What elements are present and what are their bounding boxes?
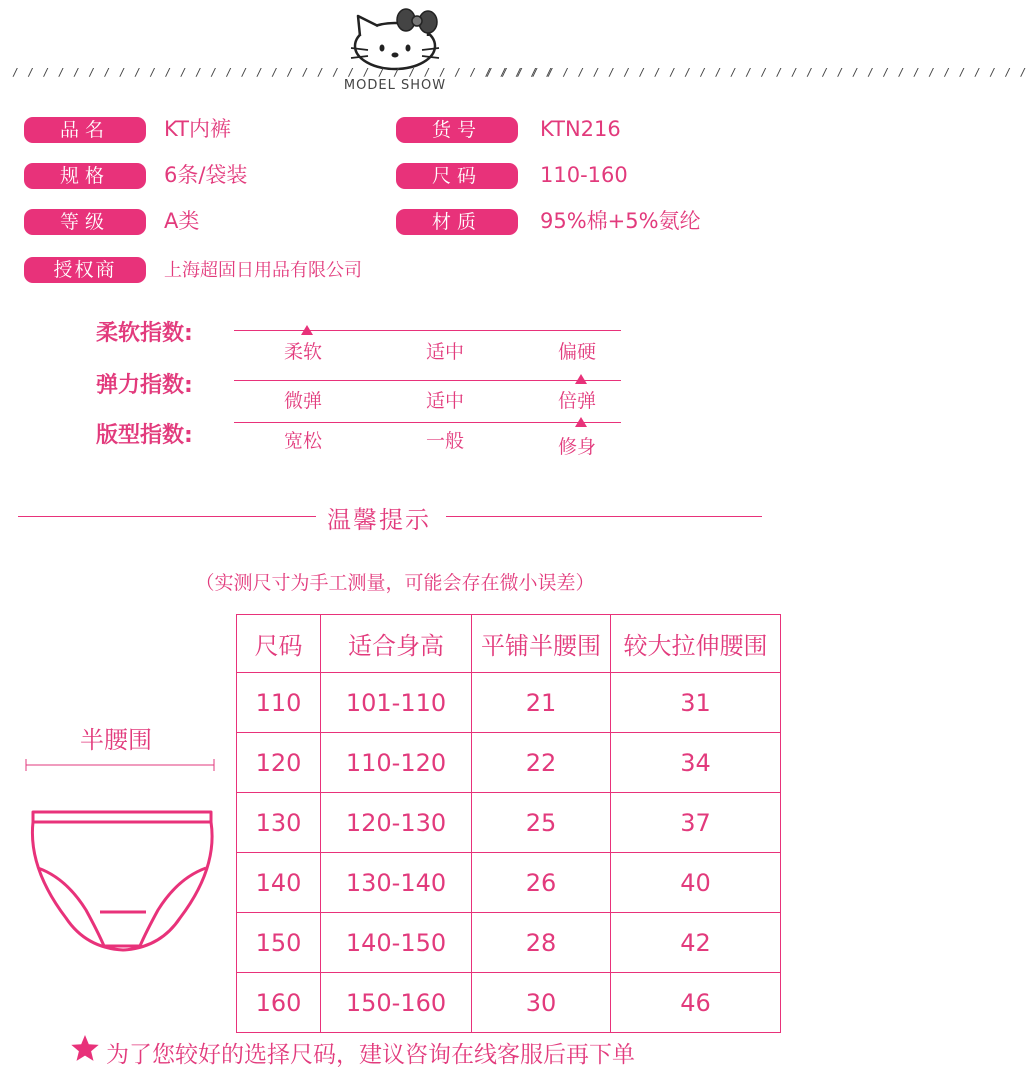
table-cell-height: 140-150	[321, 913, 472, 973]
info-value-size: 110-160	[540, 163, 628, 187]
info-label-licensor: 授权商	[24, 257, 146, 283]
size-table	[236, 614, 781, 1033]
info-label-item-no: 货号	[396, 117, 518, 143]
table-cell-stretch-waist: 42	[611, 913, 781, 973]
table-row	[237, 913, 781, 973]
table-cell-flat-waist: 30	[472, 973, 611, 1033]
table-row	[237, 853, 781, 913]
star-icon	[70, 1034, 100, 1062]
elasticity-option-medium: 适中	[426, 390, 465, 412]
table-cell-stretch-waist: 40	[611, 853, 781, 913]
table-cell-height: 110-120	[321, 733, 472, 793]
elasticity-marker-icon	[575, 374, 587, 384]
softness-option-hard: 偏硬	[558, 341, 597, 363]
softness-option-soft: 柔软	[284, 341, 323, 363]
elasticity-option-slight: 微弹	[284, 390, 323, 412]
table-cell-size: 150	[237, 913, 321, 973]
table-row	[237, 673, 781, 733]
table-cell-height: 150-160	[321, 973, 472, 1033]
fit-scale-line	[234, 422, 621, 423]
info-label-grade: 等级	[24, 209, 146, 235]
table-cell-size: 110	[237, 673, 321, 733]
info-value-spec: 6条/袋装	[164, 163, 248, 187]
info-label-name: 品名	[24, 117, 146, 143]
model-show-caption: MODEL SHOW	[343, 78, 447, 93]
softness-index-label: 柔软指数:	[96, 321, 193, 346]
half-waist-label: 半腰围	[80, 726, 152, 754]
table-row	[237, 733, 781, 793]
size-table-header-size: 尺码	[237, 615, 321, 673]
elasticity-scale-line	[234, 380, 621, 381]
size-table-header-flat-waist: 平铺半腰围	[472, 615, 611, 673]
fit-option-slim: 修身	[558, 436, 597, 458]
fit-index-label: 版型指数:	[96, 423, 193, 448]
elasticity-option-high: 倍弹	[558, 390, 597, 412]
hello-kitty-logo-icon	[348, 4, 444, 72]
tips-divider-right	[446, 516, 762, 517]
table-cell-stretch-waist: 37	[611, 793, 781, 853]
info-value-name: KT内裤	[164, 117, 231, 141]
info-value-material: 95%棉+5%氨纶	[540, 209, 701, 233]
table-cell-size: 130	[237, 793, 321, 853]
table-cell-height: 120-130	[321, 793, 472, 853]
table-cell-stretch-waist: 34	[611, 733, 781, 793]
info-value-item-no: KTN216	[540, 117, 621, 141]
size-table-header-row	[237, 615, 781, 673]
table-cell-height: 130-140	[321, 853, 472, 913]
elasticity-index-label: 弹力指数:	[96, 373, 193, 398]
fit-option-loose: 宽松	[284, 430, 323, 452]
table-cell-flat-waist: 22	[472, 733, 611, 793]
softness-scale-line	[234, 330, 621, 331]
table-cell-stretch-waist: 46	[611, 973, 781, 1033]
softness-marker-icon	[301, 325, 313, 335]
half-waist-measure-icon	[24, 756, 216, 774]
fit-option-regular: 一般	[426, 430, 465, 452]
table-row	[237, 793, 781, 853]
size-table-header-height: 适合身高	[321, 615, 472, 673]
table-cell-stretch-waist: 31	[611, 673, 781, 733]
table-row	[237, 973, 781, 1033]
table-cell-size: 120	[237, 733, 321, 793]
info-label-material: 材质	[396, 209, 518, 235]
tips-title: 温馨提示	[327, 506, 431, 534]
footer-note: 为了您较好的选择尺码，建议咨询在线客服后再下单	[106, 1042, 635, 1068]
table-cell-height: 101-110	[321, 673, 472, 733]
info-label-spec: 规格	[24, 163, 146, 189]
tips-divider-left	[18, 516, 316, 517]
size-table-header-stretch-waist: 较大拉伸腰围	[611, 615, 781, 673]
info-label-size: 尺码	[396, 163, 518, 189]
header-slashes-left: / / / / / / / / / / / / / / / / / / / / / / / / / / / / / / / / / / / /	[12, 66, 554, 79]
softness-option-medium: 适中	[426, 341, 465, 363]
table-cell-size: 140	[237, 853, 321, 913]
underwear-diagram-icon	[26, 808, 220, 960]
table-cell-flat-waist: 21	[472, 673, 611, 733]
table-cell-flat-waist: 25	[472, 793, 611, 853]
table-cell-size: 160	[237, 973, 321, 1033]
info-value-licensor: 上海超固日用品有限公司	[164, 260, 362, 281]
table-cell-flat-waist: 28	[472, 913, 611, 973]
info-value-grade: A类	[164, 209, 200, 233]
measurement-note: （实测尺寸为手工测量，可能会存在微小误差）	[195, 572, 595, 594]
fit-marker-icon	[575, 417, 587, 427]
table-cell-flat-waist: 26	[472, 853, 611, 913]
header-slashes-right: / / / / / / / / / / / / / / / / / / / / / / / / / / / / / / / / / / / /	[486, 66, 1027, 79]
